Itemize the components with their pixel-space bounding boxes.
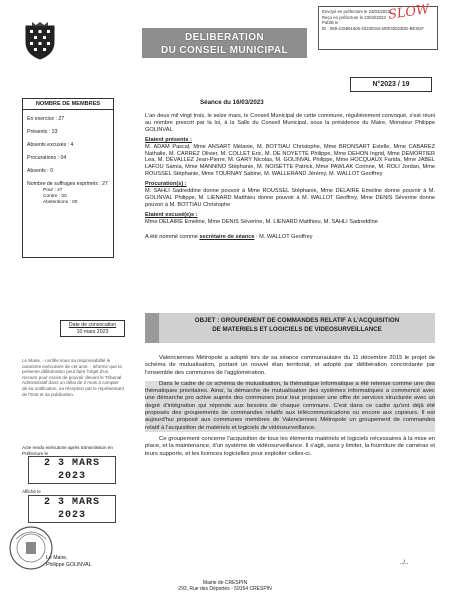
procurations-label: Procuration(s) : bbox=[145, 181, 187, 188]
votes-abstentions: Abstentions : 00 bbox=[43, 199, 78, 205]
body-paragraph-1: Valenciennes Métropole a adopté lors de sa séance communautaire du 11 décembre 2015 le projet de schéma de mutualisation, portant un nouvel élan territorial, et adopté par délibération concordante par l'ensemble des communes de l'agglomération. bbox=[145, 355, 435, 376]
excuses-label: Etaient excusé(e)s : bbox=[145, 211, 198, 218]
handwritten-signature: SLOW bbox=[387, 2, 431, 23]
members-title: NOMBRE DE MEMBRES bbox=[23, 99, 113, 110]
subject-line-2: DE MATERIELS ET LOGICIELS DE VIDEOSURVEILLANCE bbox=[212, 325, 382, 333]
execution-dates bbox=[22, 445, 122, 523]
document-title-banner bbox=[142, 28, 307, 58]
title-line-2: DU CONSEIL MUNICIPAL bbox=[160, 45, 289, 56]
receipt-label: Acte rendu exécutoire après transmission en Préfecture le bbox=[22, 445, 113, 456]
receipt-date-stamp: 2 3 MARS 2023 bbox=[28, 456, 116, 484]
posted-date-stamp: 2 3 MARS 2023 bbox=[28, 495, 116, 523]
legal-notice: Le Maire, - certifie sous sa responsabilité le caractère exécutoire de cet acte. - informe que la présente délibération peut faire l'objet d'un recours pour excès de pouvoir devant le Tribunal Administratif dans un délai de 2 mois à compter de sa notification, sa réception par le représentant de l'Etat et sa publication. bbox=[22, 358, 124, 397]
deliberation-body bbox=[145, 355, 435, 462]
procurations-count: Procurations : 04 bbox=[27, 155, 67, 161]
mayor-label: Le Maire, bbox=[46, 555, 68, 561]
subject-line-1: OBJET : GROUPEMENT DE COMMANDES RELATIF A L'ACQUISITION bbox=[194, 317, 400, 324]
footer-line-2: 293, Rue des Déportés - 59154 CRESPIN bbox=[178, 586, 272, 593]
deliberation-number: N°2023 / 19 bbox=[350, 77, 432, 92]
mayor-signature-block bbox=[46, 555, 91, 569]
subject-banner bbox=[145, 313, 435, 343]
votes-pour: Pour : 27 bbox=[43, 188, 63, 193]
procurations-list: M. SAHLI Sadreddine donne pouvoir à Mme ROUSSEL Stéphanie, Mme DELAIRE Emeline donne pouvoir à M. GOLINVAL Philippe, M. LIENARD Matthieu donne pouvoir à M. WALLOT Geoffrey, Mme DENIS Séverine donne pouvoir à M. BOTTIAU Christophe bbox=[145, 188, 435, 208]
presents-count: Présents : 23 bbox=[27, 129, 58, 135]
stamp-line: Envoyé en préfecture le 23/03/2023 bbox=[322, 9, 391, 14]
excuses-list: Mme DELAIRE Emeline, Mme DENIS Séverine, M. LIENARD Matthieu, M. SAHLI Sadreddine bbox=[145, 218, 378, 225]
convocation-date: 10 mars 2023 bbox=[76, 328, 109, 335]
coat-of-arms-logo bbox=[24, 22, 56, 60]
mayor-name: Philippe GOLINVAL bbox=[46, 562, 92, 568]
presents-list: M. ADAM Pascal, Mme ANSART Mélanie, M. BOTTIAU Christophe, Mme BRONSART Estelle, Mme CABAREZ Nathalie, M. CARREZ Olivier, M. COLLET Eric, M. DE NOYETTE Philippe, Mme DEHON Ingrid, Mme DEMORTIER Lea, M. DEVALLEZ Jean-Pierre, M. GARY Nicolas, M. GOLINVAL Philippe, Mme HOCQUAUX Farida, Mme JABEL LAFOU Samia, Mme MANNINO Stéphanie, M. NOISETTE Patrick, Mme PAWLAK Corinne, M. ROLI Jordan, Mme ROUSSEL Stéphanie, Mme TOURNAY Sabine, M. WALLERAND Jérémy, M. WALLOT Geoffrey bbox=[145, 143, 435, 178]
convocation-date-box bbox=[60, 320, 125, 337]
continuation-marker: ../.. bbox=[400, 560, 409, 566]
intro-paragraph: L'an deux mil vingt trois, le seize mars, le Conseil Municipal de cette commune, régulièrement convoqué, s'est réuni au nombre prescrit par la loi, à la Salle du Conseil Municipal, sous la présidence du Maire, Monsieur Philippe GOLINVAL bbox=[145, 113, 435, 133]
stamp-line: ID : 059-215901606-20230316-M0032023DE-BESDF bbox=[322, 25, 424, 31]
title-line-1: DELIBERATION bbox=[184, 32, 265, 43]
stamp-line: Publié le bbox=[322, 20, 339, 26]
secretaire-label: secrétaire de séance bbox=[199, 233, 255, 240]
body-paragraph-2: Dans le cadre de ce schéma de mutualisation, la thématique informatique a été retenue comme une des thématiques prioritaires. Ainsi, la démarche de mutualisation des systèmes informatiques a commencé avec une démarche pro active auprès des communes pour leur proposer une offre de services structurée avec un degré d'intégration qui réponde aux besoins de chaque commune. C'est dans ce cadre qu'ont déjà été proposés des groupements de commandes relatifs aux télécommunications ou encore aux copieurs. Il est aujourd'hui proposé aux communes membres de Valenciennes Métropole un groupement de commandes relatif à l'acquisition de matériels et logiciels de vidéosurveillance. bbox=[145, 380, 435, 431]
votes-contre: Contre : 00 bbox=[43, 193, 67, 199]
body-paragraph-3: Ce groupement concerne l'acquisition de tous les éléments matériels et logiciels nécessaires à la mise en place, et la maintenance, d'un système de vidéosurveillance. Il s'agit, sans y limiter, la fourniture de caméras et leurs supports, et les licences logicielles pour exploiter celles-ci. bbox=[145, 435, 435, 457]
session-date: Séance du 16/03/2023 bbox=[200, 99, 264, 106]
en-exercice: En exercice : 27 bbox=[27, 116, 65, 122]
page-footer bbox=[0, 580, 450, 593]
members-box bbox=[22, 98, 114, 258]
suffrages-count: Nombre de suffrages exprimés : 27 bbox=[27, 181, 108, 187]
footer-line-1: Mairie de CRESPIN bbox=[202, 580, 248, 586]
presents-label: Etaient présents : bbox=[145, 136, 192, 143]
absents-count: Absents : 0 bbox=[27, 168, 53, 174]
secretaire-name: : M. WALLOT Geoffrey bbox=[256, 233, 313, 240]
posted-label: Affiché le bbox=[22, 489, 41, 495]
absents-excuses-count: Absents excusés : 4 bbox=[27, 142, 74, 148]
convocation-label: Date de convocation bbox=[68, 322, 117, 328]
stamp-line: Reçu en préfecture le 23/03/2023 bbox=[322, 14, 386, 20]
session-details bbox=[145, 113, 435, 241]
secretaire-prefix: A été nommé comme bbox=[145, 233, 198, 240]
